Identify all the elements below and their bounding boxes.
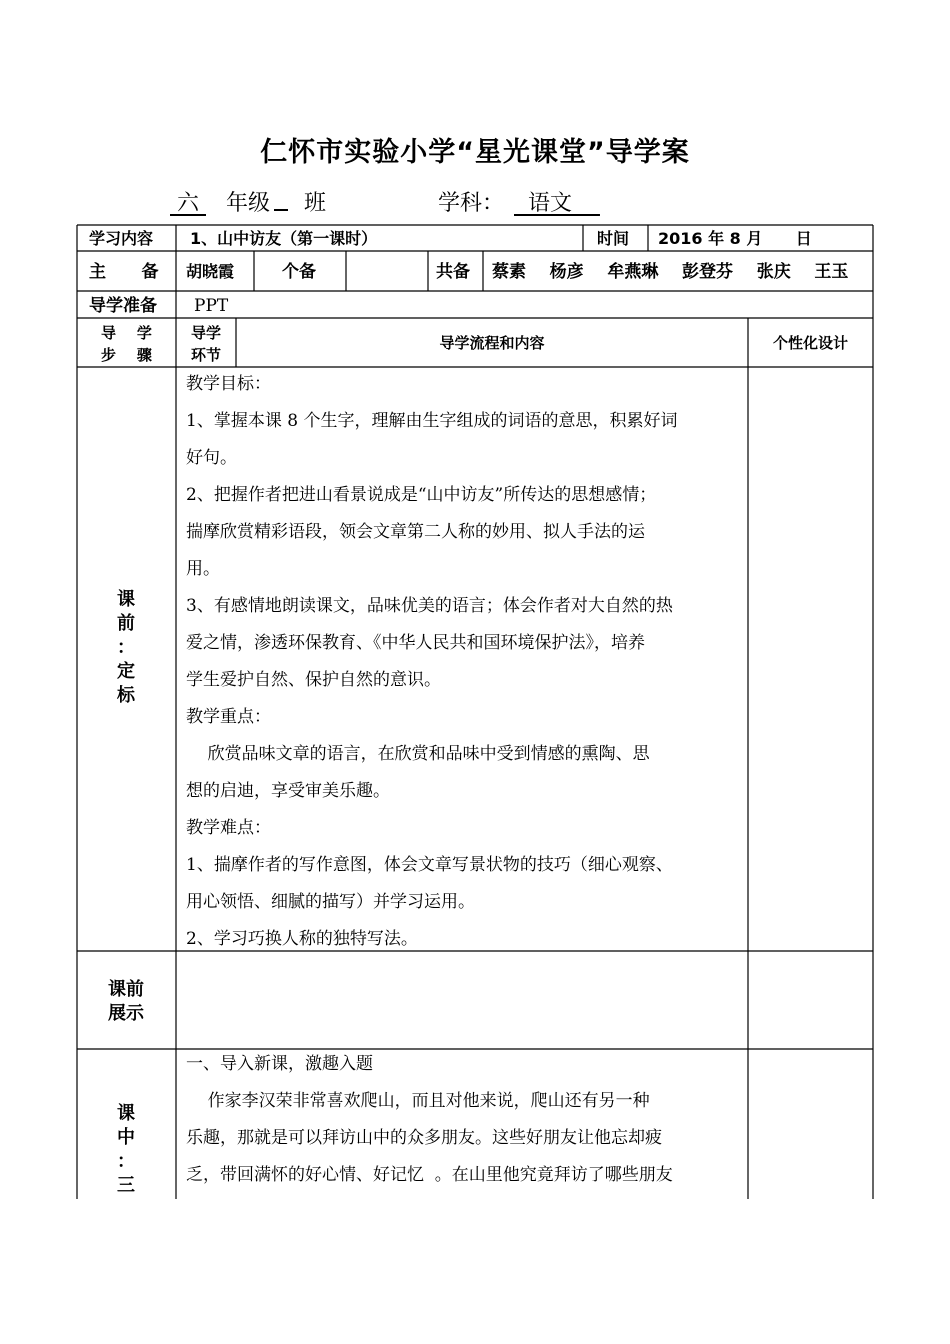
text-line: 1、掌握本课 8 个生字，理解由生字组成的词语的意思，积累好词 <box>186 411 678 431</box>
text-line: 爱之情，渗透环保教育、《中华人民共和国环境保护法》，培养 <box>186 633 645 653</box>
section-pre-class-goal-content <box>186 366 677 958</box>
text-line: 乐趣，那就是可以拜访山中的众多朋友。这些好朋友让他忘却疲 <box>186 1128 662 1148</box>
prep-materials-value: PPT <box>194 296 229 316</box>
class-label: 班 <box>304 191 327 216</box>
steps-header: 导 学 步 骤 <box>101 324 152 364</box>
text-line: 教学目标： <box>186 374 271 394</box>
subject-label: 学科： <box>438 191 505 216</box>
text-line: 教学重点： <box>186 707 271 727</box>
study-content-label: 学习内容 <box>89 229 154 248</box>
main-prep-label: 主 备 <box>89 262 159 282</box>
text-line: 学生爱护自然、保护自然的意识。 <box>186 670 441 690</box>
stage-header: 导学 环节 <box>190 324 221 364</box>
section-pre-class-goal-label: 课 前 ： 定 标 <box>117 589 135 706</box>
lesson-title: 1、山中访友（第一课时） <box>190 229 378 248</box>
text-line: 用心领悟、细腻的描写）并学习运用。 <box>186 892 475 912</box>
personal-design-header: 个性化设计 <box>772 334 848 352</box>
text-line: 用。 <box>186 559 220 579</box>
text-line: 2、把握作者把进山看景说成是“山中访友”所传达的思想感情； <box>186 485 657 505</box>
text-line: 欣赏品味文章的语言，在欣赏和品味中受到情感的熏陶、思 <box>186 744 650 764</box>
text-line: 1、揣摩作者的写作意图，体会文章写景状物的技巧（细心观察、 <box>186 855 673 875</box>
text-line: 教学难点： <box>186 818 271 838</box>
section-in-class-content <box>186 1046 673 1194</box>
text-line: 作家李汉荣非常喜欢爬山，而且对他来说，爬山还有另一种 <box>186 1091 650 1111</box>
text-line: 一、导入新课，激趣入题 <box>186 1054 373 1074</box>
text-line: 2、学习巧换人称的独特写法。 <box>186 929 418 949</box>
prep-materials-label: 导学准备 <box>89 296 157 316</box>
text-line: 乏，带回满怀的好心情、好记忆 。在山里他究竟拜访了哪些朋友 <box>186 1165 673 1185</box>
text-line: 3、有感情地朗读课文，品味优美的语言；体会作者对大自然的热 <box>186 596 673 616</box>
personal-prep-label: 个备 <box>282 262 316 282</box>
time-label: 时间 <box>597 229 630 248</box>
shared-teachers: 蔡素 杨彦 牟燕琳 彭登芬 张庆 王玉 <box>492 262 849 282</box>
text-line: 好句。 <box>186 448 237 468</box>
time-value: 2016 年 8 月 日 <box>658 229 812 248</box>
grade-label: 年级 <box>226 191 271 216</box>
shared-prep-label: 共备 <box>436 262 470 282</box>
flow-header: 导学流程和内容 <box>439 334 545 352</box>
section-pre-class-show-label: 课前 展示 <box>108 979 144 1024</box>
main-teacher: 胡晓霞 <box>186 262 235 281</box>
text-line: 想的启迪，享受审美乐趣。 <box>186 781 390 801</box>
text-line: 揣摩欣赏精彩语段，领会文章第二人称的妙用、拟人手法的运 <box>186 522 645 542</box>
section-in-class-label: 课 中 ： 三 <box>117 1103 135 1196</box>
subject-value: 语文 <box>514 191 600 216</box>
grade-value: 六 <box>170 191 206 216</box>
document-title: 仁怀市实验小学“星光课堂”导学案 <box>260 137 690 168</box>
